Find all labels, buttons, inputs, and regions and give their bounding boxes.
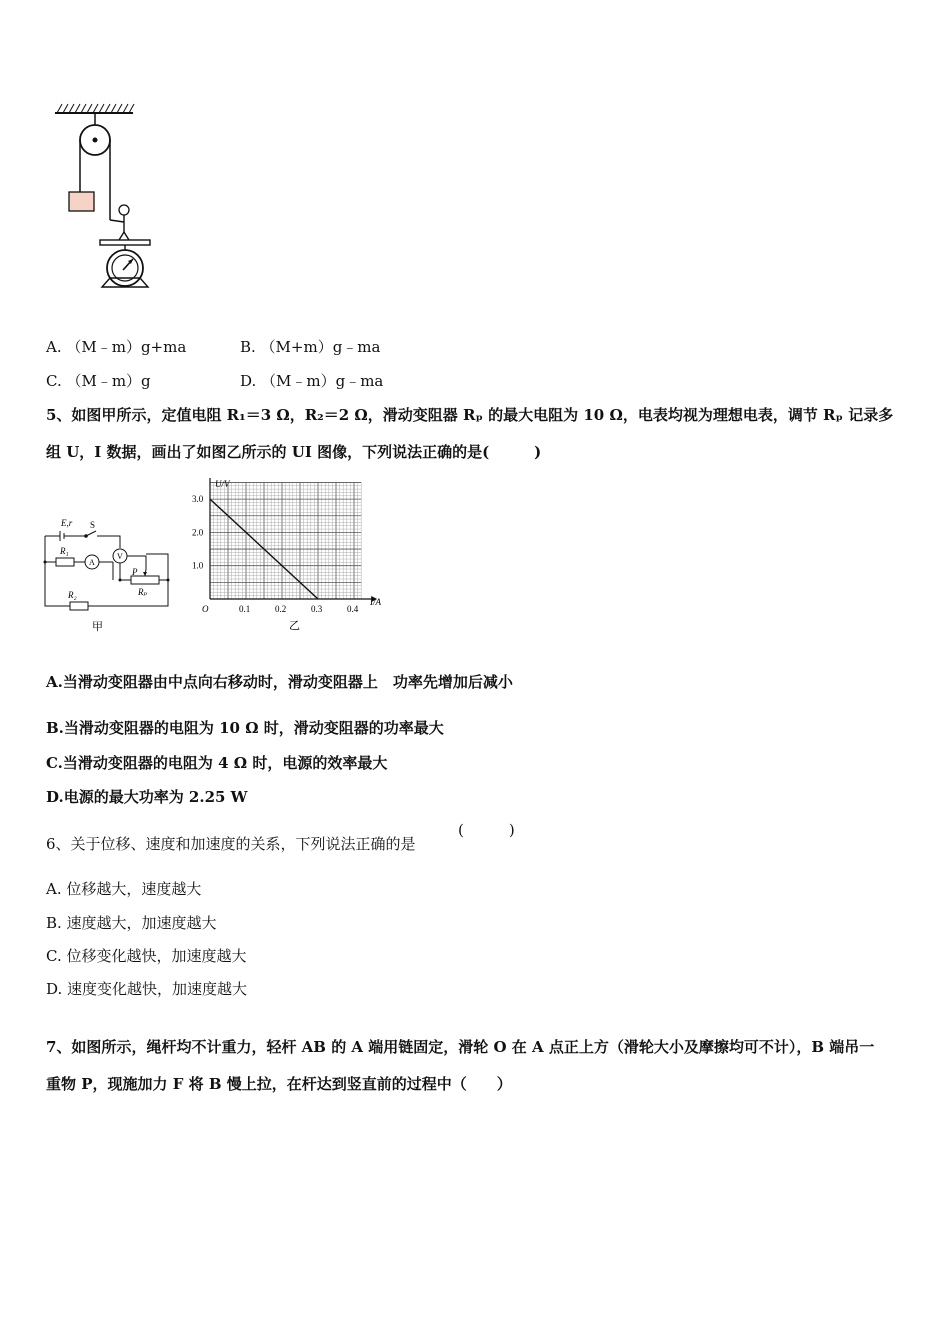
q6-option-c: C. 位移变化越快，加速度越大 [46,947,247,965]
x-tick-label: 0.3 [311,604,323,614]
circuit-label-ammeter: A [89,558,95,567]
q7-stem-line1: 7、如图所示，绳杆均不计重力，轻杆 AB 的 A 端用链固定，滑轮 O 在 A 点正上方（滑轮大小及摩擦均可不计），B 端吊一 [46,1038,875,1056]
q4-option-b: B. （M+m）g﹣ma [240,338,381,356]
q4-option-d: D. （M﹣m）g﹣ma [240,372,384,390]
q6-stem: 6、关于位移、速度和加速度的关系，下列说法正确的是 [46,835,416,853]
circuit-label-p: P [132,567,138,577]
q5-option-b: B.当滑动变阻器的电阻为 10 Ω 时，滑动变阻器的功率最大 [46,719,444,737]
q4-option-c: C. （M﹣m）g [46,372,151,390]
x-tick-label: 0.2 [275,604,287,614]
circuit-caption: 甲 [92,621,103,633]
circuit-label-r2: R₂ [68,590,77,600]
graph-origin: O [202,604,209,614]
q7-stem-line2: 重物 P，现施加力 F 将 B 慢上拉，在杆达到竖直前的过程中（ ） [46,1075,512,1093]
graph-grid [210,482,361,599]
q6-option-d: D. 速度变化越快，加速度越大 [46,980,248,998]
q4-option-a: A. （M﹣m）g+ma [46,338,187,356]
circuit-label-r1: R₁ [60,546,69,556]
x-tick-label: 0.1 [239,604,251,614]
y-tick-label: 3.0 [192,494,204,505]
q5-stem-line2: 组 U，I 数据，画出了如图乙所示的 UI 图像，下列说法正确的是( ) [46,443,542,461]
q5-stem-line1: 5、如图甲所示，定值电阻 R₁＝3 Ω，R₂＝2 Ω，滑动变阻器 Rₚ 的最大电阻为 10 Ω，电表均视为理想电表，调节 Rₚ 记录多 [46,406,894,424]
y-tick-label: 1.0 [192,560,204,571]
circuit-label-rp: Rₚ [138,587,148,597]
circuit-label-voltmeter: V [117,552,123,561]
q5-option-d: D.电源的最大功率为 2.25 W [46,788,248,806]
ui-graph [188,478,398,634]
x-tick-label: 0.4 [347,604,359,614]
graph-xlabel: I/A [370,597,381,607]
q6-paren: ( ) [458,821,515,839]
q6-option-b: B. 速度越大，加速度越大 [46,914,217,932]
graph-ylabel: U/V [215,479,230,489]
graph-caption: 乙 [289,620,300,632]
circuit-label-s: S [90,520,96,530]
pulley-scale-figure [40,98,170,293]
q6-option-a: A. 位移越大，速度越大 [46,880,202,898]
circuit-diagram [40,514,180,634]
q5-option-c: C.当滑动变阻器的电阻为 4 Ω 时，电源的效率最大 [46,754,388,772]
q5-option-a: A.当滑动变阻器由中点向右移动时，滑动变阻器上 功率先增加后减小 [46,673,513,691]
circuit-label-er: E,r [61,518,73,528]
y-tick-label: 2.0 [192,527,204,538]
graph-axes [192,478,377,614]
